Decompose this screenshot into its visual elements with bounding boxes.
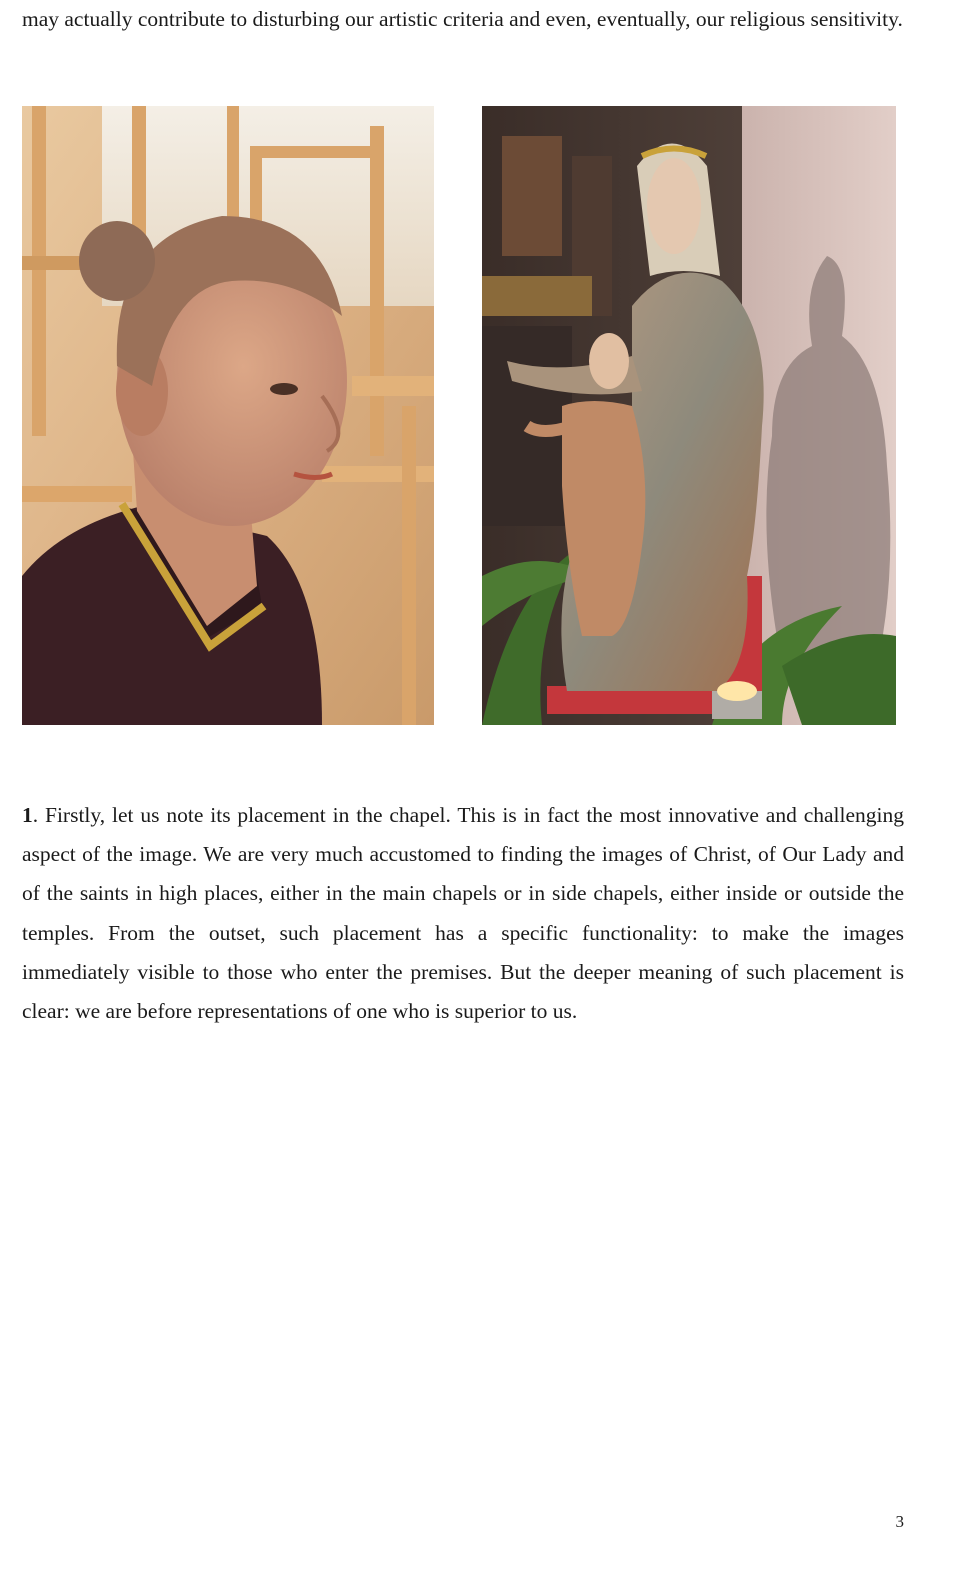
wooden-figure-illustration	[22, 106, 434, 725]
paragraph-section-1	[22, 796, 904, 1031]
section-number: 1	[22, 803, 33, 827]
paragraph-continuation: may actually contribute to disturbing our artistic criteria and even, eventually, our religious sensitivity.	[22, 7, 903, 31]
photo-wooden-figure-bust	[22, 106, 434, 725]
page-number: 3	[895, 1512, 904, 1531]
photo-madonna-and-child-statue	[482, 106, 896, 725]
madonna-statue-illustration	[482, 106, 896, 725]
section-1-body: . Firstly, let us note its placement in the chapel. This is in fact the most innovative and challenging aspect of the image. We are very much accustomed to finding the images of Christ, of Our Lady and of the saints in high places, either in the main chapels or in side chapels, either inside or outside the temples. From the outset, such placement has a specific functionality: to make the images immediately visible to those who enter the premises. But the deeper meaning of such placement is clear: we are before representations of one who is superior to us.	[22, 803, 904, 1024]
